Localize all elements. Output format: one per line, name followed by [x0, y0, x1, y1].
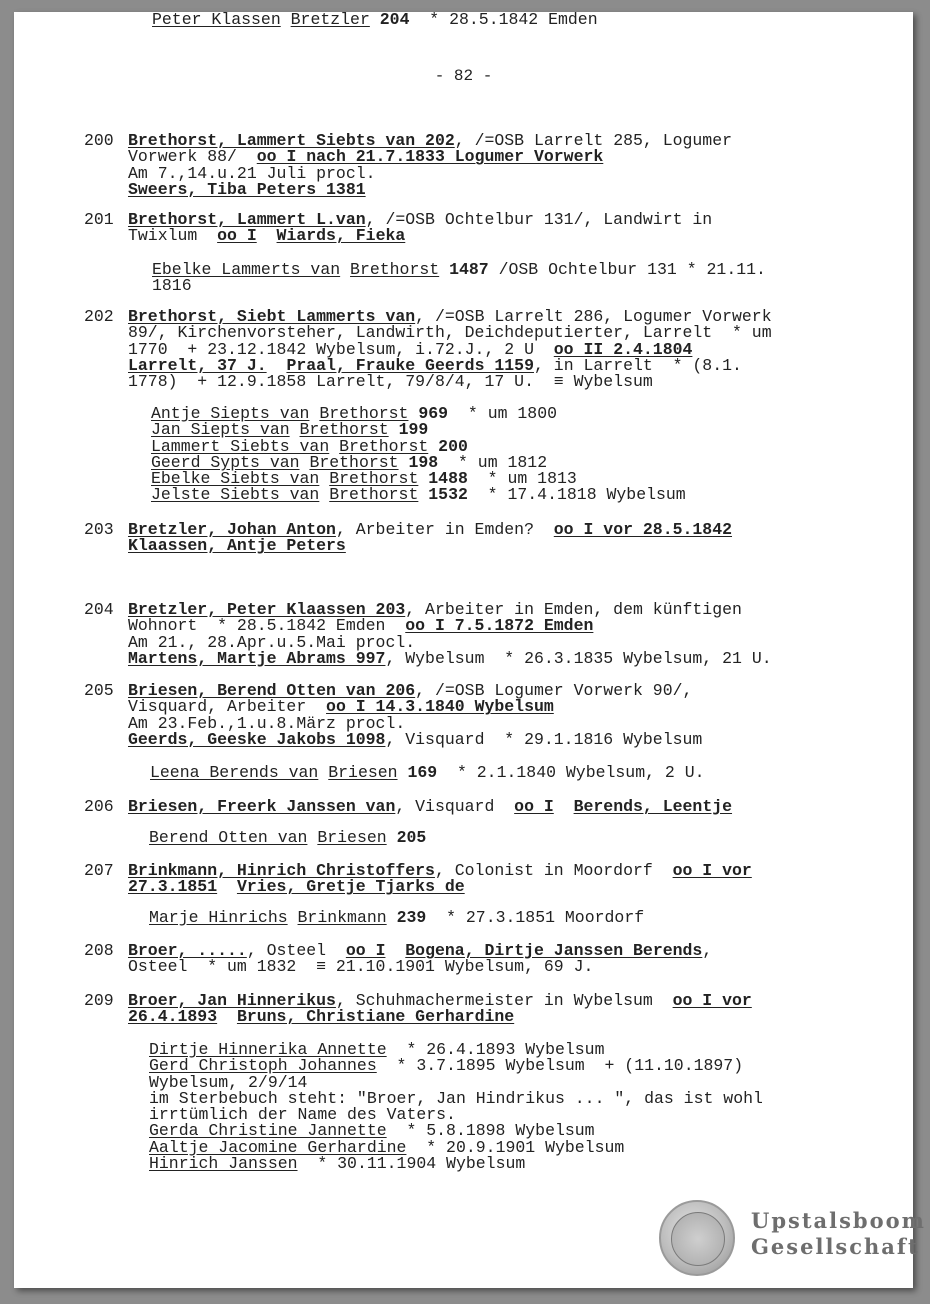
text-segment: oo I 14.3.1840 Wybelsum — [326, 697, 554, 717]
text-segment: Leena Berends van — [150, 763, 319, 782]
text-segment: oo I — [514, 797, 554, 816]
text-segment: Brethorst — [329, 485, 419, 505]
entry-number: 203 — [84, 520, 114, 539]
text-segment: , /=OSB Larrelt 285, Logumer — [454, 131, 733, 150]
text-segment — [398, 763, 408, 782]
text-segment — [439, 260, 449, 279]
text-segment: * 17.4.1818 Wybelsum — [467, 485, 686, 505]
entry-206 — [84, 799, 874, 815]
entry-208 — [84, 943, 874, 976]
text-segment: Brethorst, Lammert Siebts van 202 — [128, 131, 455, 150]
entry-number: 200 — [84, 131, 114, 150]
text-segment: Aaltje Jacomine Gerhardine — [149, 1137, 407, 1157]
logo-line-1: Upstalsboom — [751, 1208, 926, 1233]
text-segment: Am 21., 28.Apr.u.5.Mai procl. — [128, 632, 416, 652]
entry-number: 201 — [84, 210, 114, 229]
text-segment — [318, 763, 328, 782]
text-segment: Marje Hinrichs — [149, 908, 288, 927]
text-segment: Am 7.,14.u.21 Juli procl. — [128, 163, 376, 183]
text-segment: irrtümlich der Name des Vaters. — [149, 1105, 456, 1125]
seal-icon — [659, 1200, 735, 1276]
text-line — [84, 729, 874, 749]
text-segment: Twixlum — [128, 226, 218, 246]
text-segment: Lammert Siebts van — [151, 436, 330, 456]
text-segment: Brethorst — [350, 260, 440, 279]
text-segment: Antje Siepts van — [151, 404, 310, 423]
text-segment — [340, 260, 350, 279]
text-segment: Dirtje Hinnerika Annette — [149, 1040, 387, 1059]
entry-number: 204 — [84, 600, 114, 619]
text-segment: oo I 7.5.1872 Emden — [405, 616, 594, 636]
text-segment — [217, 1007, 237, 1026]
text-segment — [554, 797, 574, 816]
text-line — [84, 179, 874, 199]
text-segment: Brethorst — [329, 469, 419, 489]
entry-207 — [84, 863, 874, 896]
text-line — [84, 228, 874, 244]
text-segment: * um 1800 — [448, 404, 558, 423]
text-segment — [288, 908, 298, 927]
text-segment: 200 — [438, 436, 468, 456]
text-line — [150, 765, 870, 781]
children-list — [149, 1042, 869, 1172]
text-segment: Broer, ..... — [128, 941, 247, 960]
text-segment: Visquard, Arbeiter — [128, 697, 327, 717]
document-page — [14, 10, 926, 1288]
text-segment: Bogena, Dirtje Janssen Berends — [405, 941, 703, 960]
text-segment: Briesen, Berend Otten van 206 — [128, 681, 416, 700]
entry-number: 207 — [84, 861, 114, 880]
text-segment: Vorwerk 88/ — [128, 147, 257, 167]
document-body — [14, 12, 913, 1288]
text-segment: Brethorst, Lammert L.van — [128, 210, 366, 229]
text-segment: , in Larrelt * (8.1. — [533, 355, 742, 375]
text-segment: Brinkmann — [297, 908, 387, 927]
text-segment: Bruns, Christiane Gerhardine — [236, 1007, 515, 1027]
text-segment: Wybelsum, 2/9/14 — [149, 1072, 308, 1092]
text-segment: 169 — [407, 763, 438, 782]
text-segment: 26.4.1893 — [128, 1007, 218, 1027]
children-list — [150, 765, 870, 781]
text-segment: Brethorst — [319, 404, 409, 423]
text-segment: * 28.5.1842 Emden — [409, 10, 598, 29]
text-segment — [281, 10, 291, 29]
entry-number: 208 — [84, 941, 114, 960]
text-segment: 27.3.1851 — [128, 877, 218, 897]
text-segment: Brethorst, Siebt Lammerts van — [128, 307, 416, 326]
text-segment: 205 — [396, 828, 427, 847]
text-segment — [387, 908, 397, 927]
text-line — [84, 374, 874, 390]
text-segment: 198 — [408, 452, 439, 472]
text-segment: oo I vor — [672, 861, 752, 880]
text-segment: , Wybelsum * 26.3.1835 Wybelsum, 21 U. — [385, 648, 772, 668]
entry-209 — [84, 993, 874, 1026]
text-segment: Briesen — [328, 763, 398, 782]
text-segment: , — [702, 941, 713, 960]
text-segment: 969 — [418, 404, 449, 423]
text-segment: oo I nach 21.7.1833 Logumer Vorwerk — [256, 147, 604, 167]
text-segment: 1816 — [152, 276, 192, 296]
text-segment: Briesen, Freerk Janssen van — [128, 797, 396, 816]
text-line — [151, 487, 871, 503]
text-segment: Jelste Siebts van — [151, 485, 320, 505]
entry-200 — [84, 133, 874, 198]
text-segment: , Colonist in Moordorf — [434, 861, 673, 880]
text-segment: 1487 — [449, 260, 489, 279]
text-segment — [319, 485, 329, 504]
text-segment: * um 1813 — [467, 469, 577, 489]
text-segment — [418, 485, 428, 504]
text-segment: Wiards, Fieka — [276, 226, 406, 246]
text-segment: Hinrich Janssen — [149, 1154, 298, 1174]
entry-201 — [84, 212, 874, 245]
text-segment: Vries, Gretje Tjarks de — [236, 877, 465, 897]
text-segment: im Sterbebuch steht: "Broer, Jan Hindrikus ... ", das ist wohl — [149, 1088, 763, 1108]
text-segment: * 26.4.1893 Wybelsum — [386, 1040, 605, 1059]
text-segment: Broer, Jan Hinnerikus — [128, 991, 336, 1010]
text-segment: , Osteel — [246, 941, 346, 960]
text-segment: * 5.8.1898 Wybelsum — [386, 1121, 595, 1141]
text-segment: oo I vor — [672, 991, 752, 1010]
text-line — [152, 12, 872, 28]
entry-203 — [84, 522, 874, 555]
text-segment: Jan Siepts van — [151, 420, 290, 440]
text-segment: /OSB Ochtelbur 131 * 21.11. — [488, 260, 766, 279]
text-segment: * 27.3.1851 Moordorf — [426, 908, 645, 927]
text-segment: Ebelke Siebts van — [151, 469, 320, 489]
entry-205 — [84, 683, 874, 748]
text-segment: 239 — [396, 908, 427, 927]
text-line — [152, 262, 872, 278]
text-segment: Brethorst — [339, 436, 429, 456]
publisher-logo — [659, 1200, 926, 1280]
text-segment: Brethorst — [309, 452, 399, 472]
text-segment: , Schuhmachermeister in Wybelsum — [335, 991, 673, 1010]
children-list — [152, 262, 872, 295]
text-segment: Ebelke Lammerts van — [152, 260, 341, 279]
logo-text — [751, 1208, 926, 1260]
text-segment: Peter Klassen — [152, 10, 281, 29]
text-segment: 1770 + 23.12.1842 Wybelsum, i.72.J., 2 U — [128, 339, 554, 359]
text-segment: , Visquard * 29.1.1816 Wybelsum — [385, 729, 703, 749]
text-segment: , /=OSB Ochtelbur 131/, Landwirt in — [365, 210, 713, 229]
text-segment: , /=OSB Logumer Vorwerk 90/, — [415, 681, 693, 700]
text-segment: oo I — [217, 226, 257, 246]
text-segment: , /=OSB Larrelt 286, Logumer Vorwerk — [415, 307, 772, 326]
text-segment: Wohnort * 28.5.1842 Emden — [128, 616, 406, 636]
text-segment — [217, 877, 237, 896]
text-segment: 1532 — [428, 485, 468, 505]
text-line — [84, 538, 874, 554]
text-line — [84, 879, 874, 895]
text-segment: 199 — [398, 420, 429, 440]
text-segment: * 30.11.1904 Wybelsum — [297, 1154, 526, 1174]
children-list — [149, 910, 869, 926]
text-segment: Martens, Martje Abrams 997 — [128, 648, 386, 668]
text-segment — [370, 10, 380, 29]
text-segment: Sweers, Tiba Peters 1381 — [128, 179, 366, 199]
text-line — [149, 1156, 869, 1172]
children-list — [151, 406, 871, 504]
children-list — [149, 830, 869, 846]
text-segment: 89/, Kirchenvorsteher, Landwirth, Deichdeputierter, Larrelt * um — [128, 323, 772, 343]
text-segment: Gerda Christine Jannette — [149, 1121, 387, 1141]
text-segment: Briesen — [317, 828, 387, 847]
text-segment: Praal, Frauke Geerds 1159 — [286, 355, 534, 375]
text-segment: , Visquard — [395, 797, 515, 816]
entry-202 — [84, 309, 874, 390]
entry-204 — [84, 602, 874, 667]
text-segment: oo II 2.4.1804 — [553, 339, 693, 359]
text-segment: Berend Otten van — [149, 828, 308, 847]
logo-line-2: Gesellschaft — [751, 1234, 920, 1259]
text-segment: * 3.7.1895 Wybelsum + (11.10.1897) — [376, 1056, 744, 1076]
text-line — [149, 830, 869, 846]
text-segment: , Arbeiter in Emden, dem künftigen — [405, 600, 742, 619]
page-number: - 82 - — [434, 67, 493, 85]
text-segment: oo I — [345, 941, 386, 960]
entry-number: 202 — [84, 307, 114, 326]
text-line — [84, 799, 874, 815]
text-segment: Gerd Christoph Johannes — [149, 1056, 377, 1076]
text-segment: Geerds, Geeske Jakobs 1098 — [128, 729, 386, 749]
text-segment: Am 23.Feb.,1.u.8.März procl. — [128, 713, 406, 733]
entry-number: 209 — [84, 991, 114, 1010]
text-segment: , Arbeiter in Emden? — [335, 520, 554, 539]
text-segment: * um 1812 — [438, 452, 548, 472]
text-segment: * 2.1.1840 Wybelsum, 2 U. — [437, 763, 705, 782]
text-line — [149, 910, 869, 926]
text-line — [84, 1009, 874, 1025]
text-segment — [307, 828, 317, 847]
entry-number: 206 — [84, 797, 114, 816]
text-segment: Geerd Sypts van — [151, 452, 300, 472]
text-line — [84, 648, 874, 668]
text-segment: 1488 — [428, 469, 468, 489]
text-segment: * 20.9.1901 Wybelsum — [406, 1137, 625, 1157]
text-line — [152, 278, 872, 294]
text-segment: Larrelt, 37 J. — [128, 355, 267, 375]
text-segment: Brinkmann, Hinrich Christoffers — [128, 861, 435, 880]
text-segment: Brethorst — [299, 420, 389, 440]
text-segment: Klaassen, Antje Peters — [128, 536, 346, 556]
text-segment: Bretzler, Johan Anton — [128, 520, 336, 539]
text-segment: Bretzler, Peter Klaassen 203 — [128, 600, 406, 619]
entry-number: 205 — [84, 681, 114, 700]
text-line — [84, 959, 874, 975]
text-segment — [387, 828, 397, 847]
text-segment: 1778) + 12.9.1858 Larrelt, 79/8/4, 17 U. ≡ Wybelsum — [128, 372, 653, 392]
text-segment: Berends, Leentje — [573, 797, 733, 816]
text-segment: oo I vor 28.5.1842 — [553, 520, 733, 539]
text-segment: Bretzler — [290, 10, 370, 29]
text-segment: 204 — [379, 10, 410, 29]
text-segment — [257, 226, 277, 245]
text-segment: Osteel * um 1832 ≡ 21.10.1901 Wybelsum, 69 J. — [128, 957, 594, 977]
children-list — [152, 12, 872, 28]
